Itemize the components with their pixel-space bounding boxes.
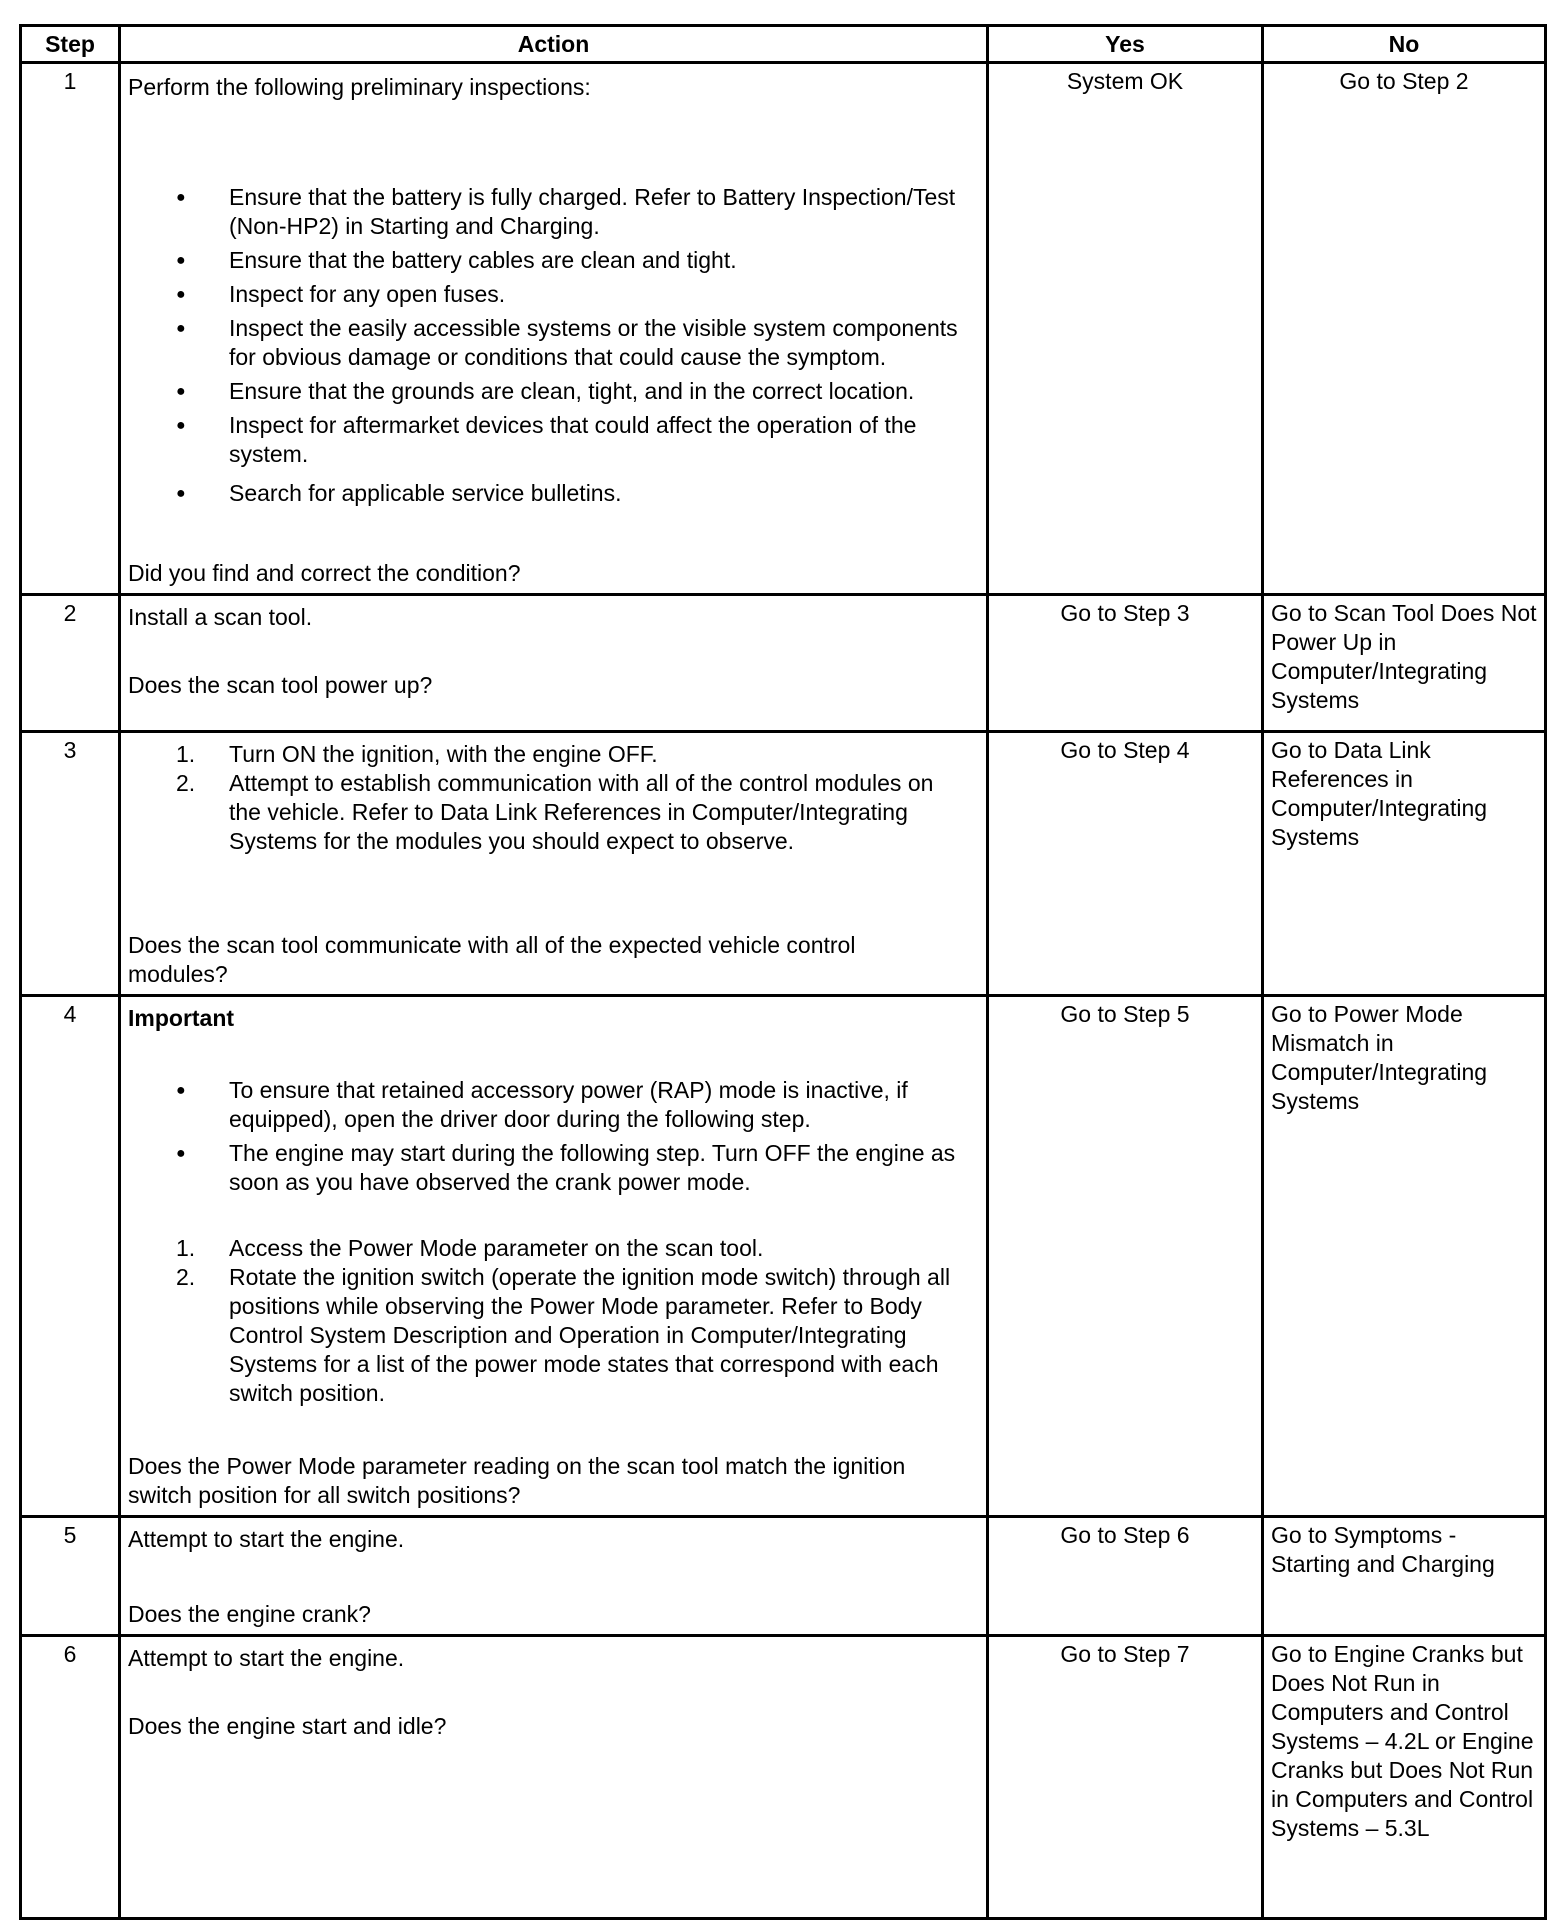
yes-result: Go to Step 5 xyxy=(988,996,1263,1517)
list-item: ● Inspect for aftermarket devices that could affect the operation of the system. xyxy=(128,411,969,469)
table-row xyxy=(21,1636,1546,1919)
list-item: ● The engine may start during the following step. Turn OFF the engine as soon as you have observed the crank power mode. xyxy=(128,1139,973,1197)
action-cell xyxy=(120,1636,988,1919)
list-item-text: Attempt to establish communication with all of the control modules on the vehicle. Refer to Data Link References in Computer/Integrating Systems for the modules you should expect to observe. xyxy=(229,770,934,854)
action-intro: Attempt to start the engine. xyxy=(128,1645,405,1671)
list-item: 2. Rotate the ignition switch (operate the ignition mode switch) through all positions while observing the Power Mode parameter. Refer to Body Control System Description and Operation in Computer/Integrating Systems for a list of the power mode states that correspond with each switch position. xyxy=(176,1264,951,1406)
no-result: Go to Symptoms - Starting and Charging xyxy=(1263,1517,1546,1636)
no-result: Go to Scan Tool Does Not Power Up in Computer/Integrating Systems xyxy=(1263,595,1546,732)
header-row xyxy=(21,26,1546,63)
list-item: ● Ensure that the battery is fully charged. Refer to Battery Inspection/Test (Non-HP2) in Starting and Charging. xyxy=(128,183,969,241)
step-number: 4 xyxy=(21,996,120,1517)
yes-result: System OK xyxy=(988,63,1263,595)
action-cell xyxy=(120,63,988,595)
diagnostic-table xyxy=(19,24,1547,1920)
action-cell xyxy=(120,996,988,1517)
header-step: Step xyxy=(21,26,120,63)
list-item-text: Rotate the ignition switch (operate the ignition mode switch) through all positions while observing the Power Mode parameter. Refer to Body Control System Description and Operation in Computer/Integrating Systems for a list of the power mode states that correspond with each switch position. xyxy=(229,1264,951,1406)
bullet-list xyxy=(128,183,969,512)
table-row xyxy=(21,732,1546,996)
no-result: Go to Power Mode Mismatch in Computer/Integrating Systems xyxy=(1263,996,1546,1517)
action-question: Does the scan tool power up? xyxy=(128,672,433,698)
no-result: Go to Step 2 xyxy=(1263,63,1546,595)
list-item: ● Ensure that the grounds are clean, tight, and in the correct location. xyxy=(128,377,969,406)
list-item: 1. Turn ON the ignition, with the engine OFF. xyxy=(176,741,658,767)
numbered-list xyxy=(128,1234,973,1408)
important-label: Important xyxy=(128,1005,235,1031)
list-item: ● Inspect for any open fuses. xyxy=(128,280,969,309)
list-item: ● Search for applicable service bulletins. xyxy=(128,479,969,508)
action-question: Does the engine crank? xyxy=(128,1601,371,1627)
yes-result: Go to Step 6 xyxy=(988,1517,1263,1636)
action-intro: Install a scan tool. xyxy=(128,604,313,630)
bullet-list xyxy=(128,1076,973,1201)
table-row xyxy=(21,1517,1546,1636)
action-question: Does the scan tool communicate with all of the expected vehicle control modules? xyxy=(128,932,856,987)
step-number: 3 xyxy=(21,732,120,996)
numbered-list xyxy=(128,740,969,856)
action-intro: Perform the following preliminary inspections: xyxy=(128,74,591,100)
no-result: Go to Data Link References in Computer/Integrating Systems xyxy=(1263,732,1546,996)
yes-result: Go to Step 7 xyxy=(988,1636,1263,1919)
step-number: 6 xyxy=(21,1636,120,1919)
header-yes: Yes xyxy=(988,26,1263,63)
step-number: 1 xyxy=(21,63,120,595)
list-item: 2. Attempt to establish communication with all of the control modules on the vehicle. Refer to Data Link References in Computer/Integrating Systems for the modules you should expect to observe. xyxy=(176,770,934,854)
yes-result: Go to Step 3 xyxy=(988,595,1263,732)
list-item-text: Turn ON the ignition, with the engine OFF. xyxy=(229,741,658,767)
table-row xyxy=(21,63,1546,595)
action-cell xyxy=(120,595,988,732)
yes-result: Go to Step 4 xyxy=(988,732,1263,996)
action-cell xyxy=(120,1517,988,1636)
action-question: Did you find and correct the condition? xyxy=(128,560,521,586)
table-row xyxy=(21,996,1546,1517)
list-item: ● Ensure that the battery cables are clean and tight. xyxy=(128,246,969,275)
list-item: ● To ensure that retained accessory power (RAP) mode is inactive, if equipped), open the driver door during the following step. xyxy=(128,1076,973,1134)
no-result: Go to Engine Cranks but Does Not Run in Computers and Control Systems – 4.2L or Engine Cranks but Does Not Run in Computers and Control Systems – 5.3L xyxy=(1263,1636,1546,1919)
list-item: ● Inspect the easily accessible systems or the visible system components for obvious damage or conditions that could cause the symptom. xyxy=(128,314,969,372)
action-intro: Attempt to start the engine. xyxy=(128,1526,405,1552)
table-row xyxy=(21,595,1546,732)
action-question: Does the engine start and idle? xyxy=(128,1713,447,1739)
step-number: 5 xyxy=(21,1517,120,1636)
header-action: Action xyxy=(120,26,988,63)
list-item-text: Access the Power Mode parameter on the scan tool. xyxy=(229,1235,764,1261)
header-no: No xyxy=(1263,26,1546,63)
action-cell xyxy=(120,732,988,996)
action-question: Does the Power Mode parameter reading on the scan tool match the ignition switch position for all switch positions? xyxy=(128,1453,906,1508)
step-number: 2 xyxy=(21,595,120,732)
list-item: 1. Access the Power Mode parameter on the scan tool. xyxy=(176,1235,764,1261)
